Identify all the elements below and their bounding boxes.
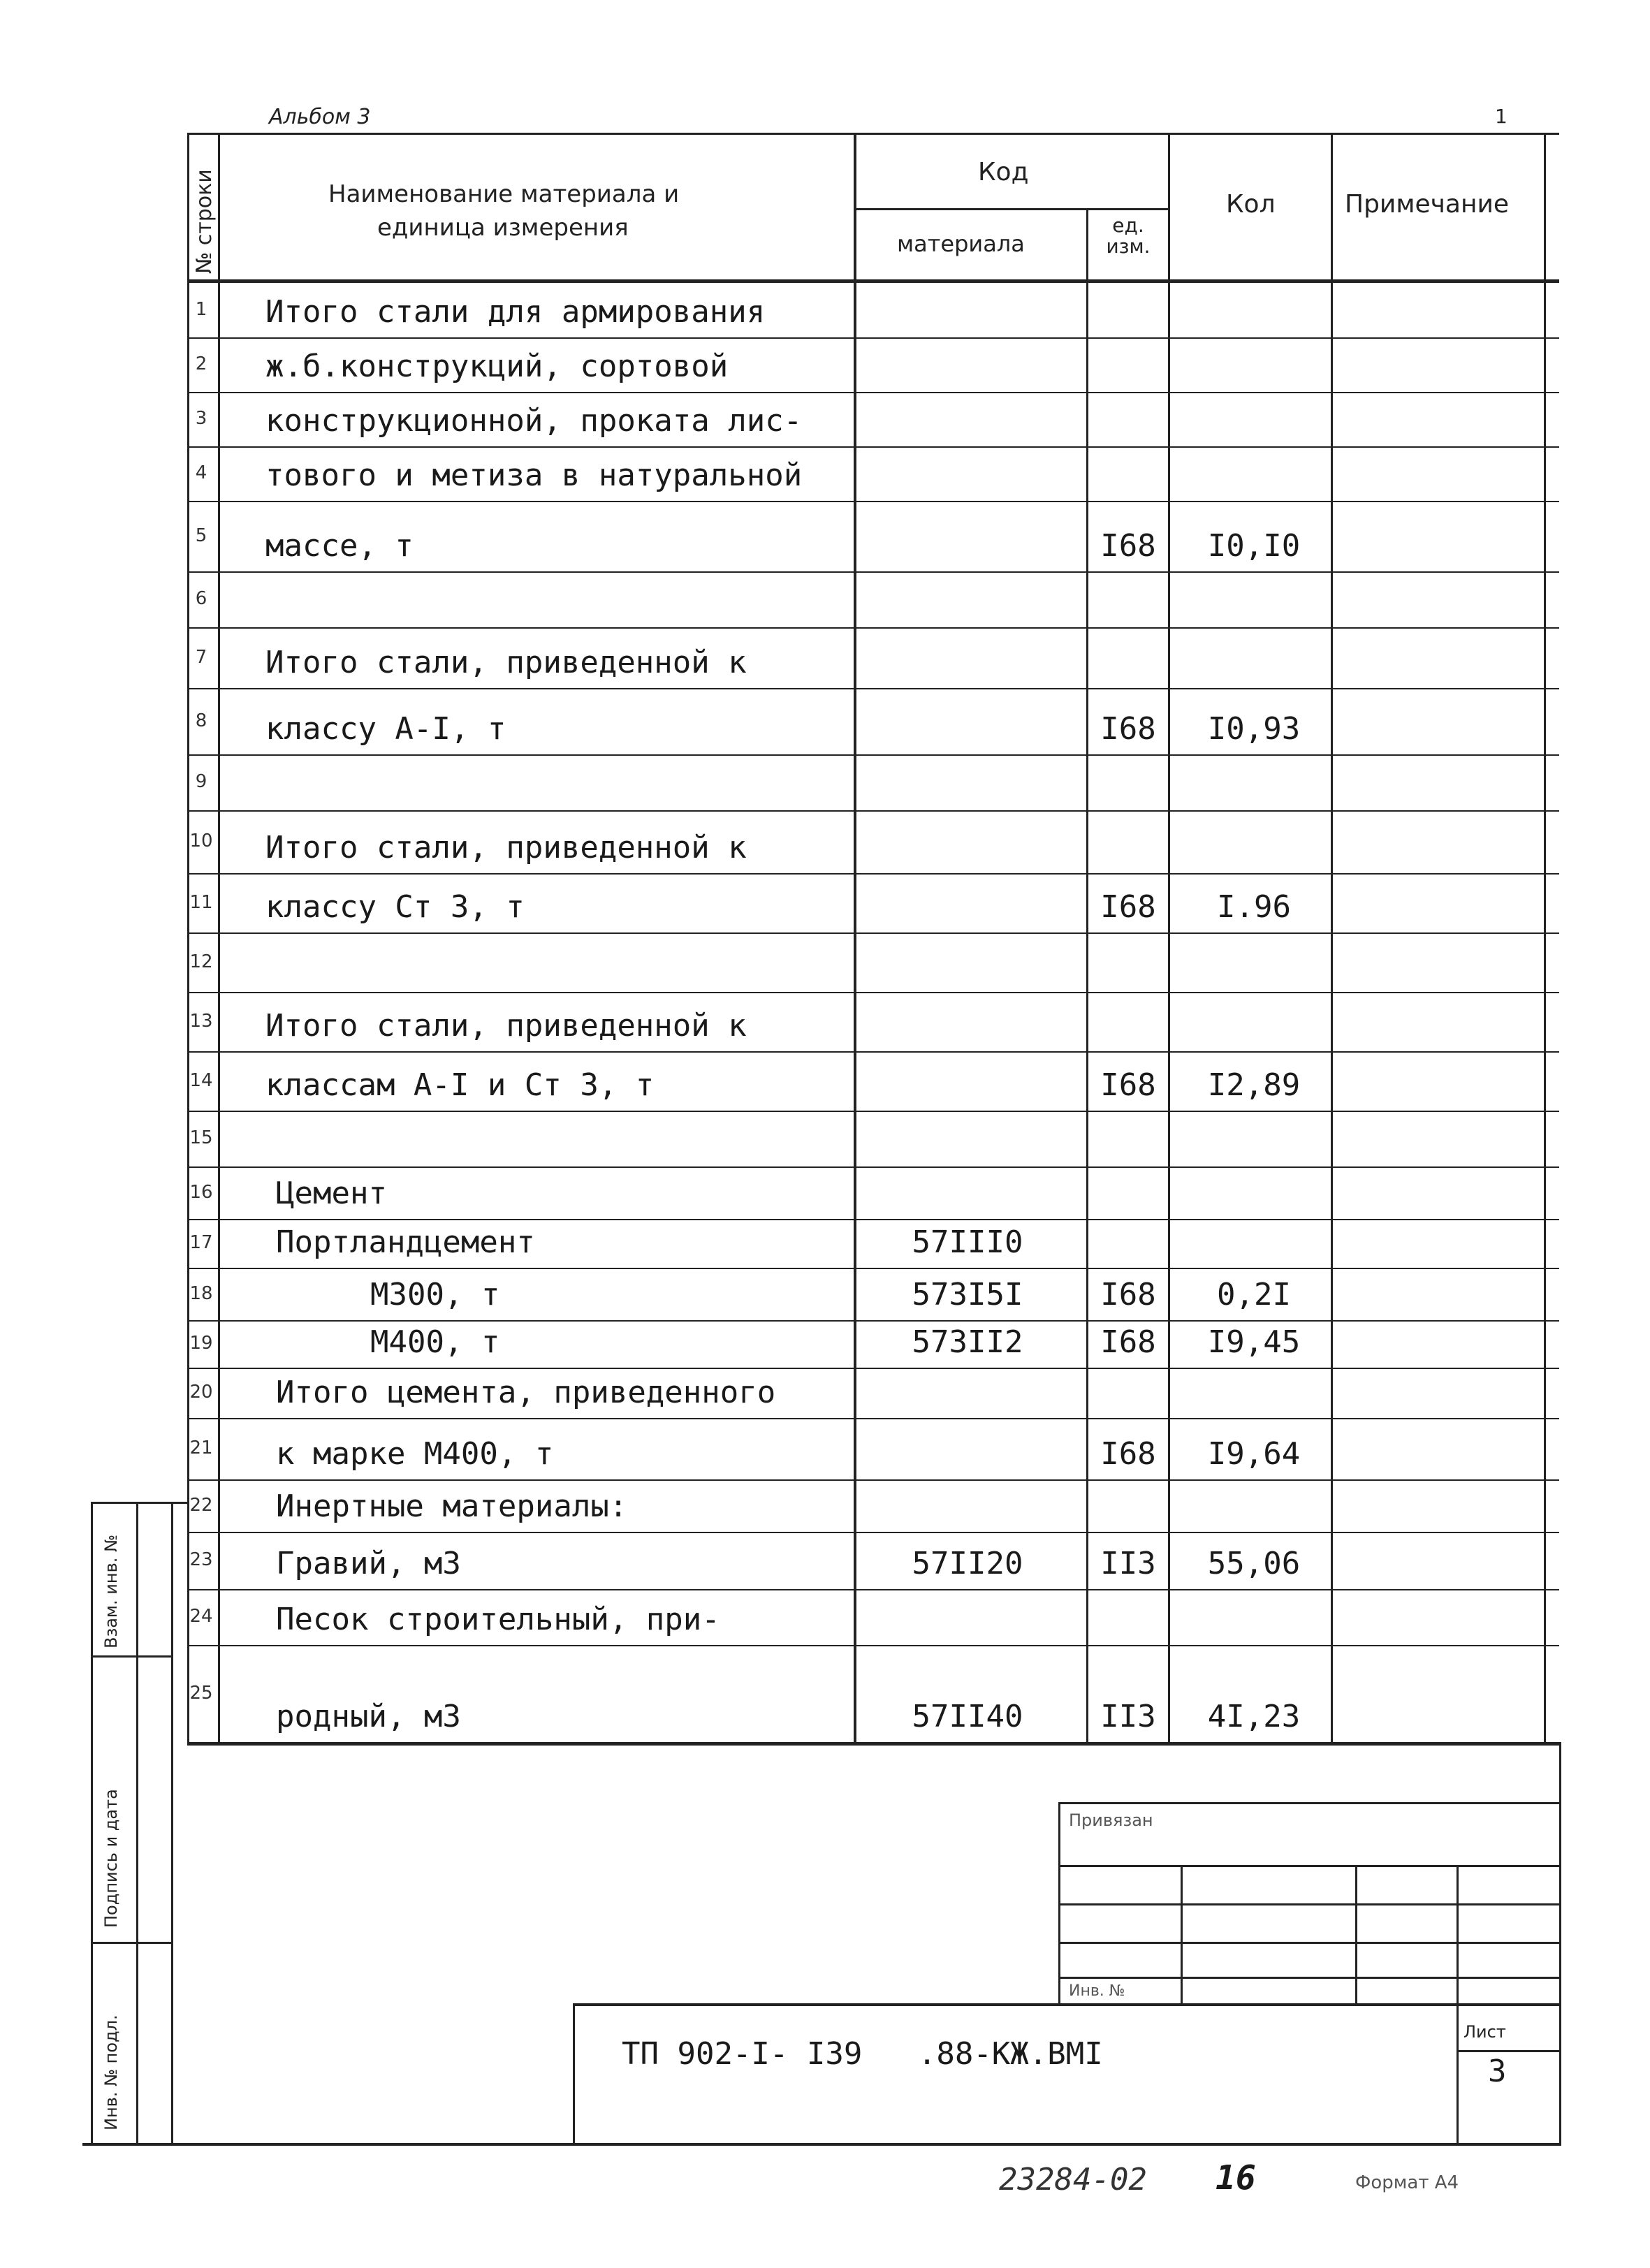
side-label-bot: Инв. № подл.	[101, 2014, 121, 2130]
unit-code: I68	[1100, 528, 1156, 564]
material-name: Портландцемент	[276, 1224, 535, 1260]
material-name: М300, т	[370, 1277, 500, 1312]
material-name: родный, м3	[276, 1699, 461, 1734]
material-code: 573I5I	[912, 1277, 1023, 1312]
page-mark: 1	[1495, 105, 1507, 128]
material-name: классу А-I, т	[265, 711, 506, 747]
row-number: 20	[189, 1382, 213, 1403]
material-code: 573II2	[912, 1324, 1023, 1360]
unit-code: II3	[1100, 1546, 1156, 1581]
row-number: 22	[189, 1494, 213, 1516]
row-number: 2	[195, 353, 207, 374]
material-name: классам А-I и Ст 3, т	[265, 1067, 655, 1103]
material-name: М400, т	[370, 1324, 500, 1360]
quantity: I.96	[1217, 889, 1291, 925]
row-number: 21	[189, 1437, 213, 1458]
stamp-privyazan: Привязан	[1069, 1810, 1153, 1830]
header-note: Примечание	[1345, 190, 1510, 219]
material-name: Итого цемента, приведенного	[276, 1375, 776, 1410]
quantity: 55,06	[1207, 1546, 1301, 1581]
row-number: 4	[195, 462, 207, 483]
material-name: Итого стали для армирования	[265, 294, 766, 330]
material-name: тового и метиза в натуральной	[265, 458, 803, 493]
quantity: I0,93	[1207, 711, 1301, 747]
row-number: 5	[195, 525, 207, 546]
row-number: 8	[195, 710, 207, 731]
material-code: 57II20	[912, 1546, 1023, 1581]
header-row-number: № строки	[192, 169, 217, 274]
material-name: Итого стали, приведенной к	[265, 645, 747, 680]
stamp-inv: Инв. №	[1069, 1982, 1125, 2000]
unit-code: I68	[1100, 1067, 1156, 1103]
row-number: 10	[189, 831, 213, 851]
row-number: 3	[195, 408, 207, 429]
row-number: 25	[189, 1682, 213, 1704]
row-number: 19	[189, 1333, 213, 1354]
quantity: 0,2I	[1217, 1277, 1291, 1312]
row-number: 11	[189, 891, 213, 913]
quantity: I0,I0	[1207, 528, 1301, 564]
material-name: Гравий, м3	[276, 1546, 461, 1581]
footer-number: 23284-02	[999, 2162, 1147, 2197]
material-name: массе, т	[265, 528, 414, 564]
row-number: 16	[189, 1181, 213, 1203]
sheet-label: Лист	[1463, 2022, 1506, 2042]
row-number: 1	[195, 299, 207, 320]
row-number: 24	[189, 1606, 213, 1627]
header-name-line2: единица измерения	[377, 214, 629, 242]
album-title: Альбом 3	[269, 105, 371, 129]
header-name-line1: Наименование материала и	[328, 180, 680, 208]
header-code: Код	[978, 158, 1029, 186]
side-label-mid: Подпись и дата	[101, 1789, 121, 1928]
material-name: Итого стали, приведенной к	[265, 830, 747, 865]
material-name: Песок строительный, при-	[276, 1602, 720, 1637]
unit-code: I68	[1100, 1324, 1156, 1360]
unit-code: II3	[1100, 1699, 1156, 1734]
header-code-unit: ед. изм.	[1106, 214, 1151, 258]
header-code-material: материала	[897, 231, 1025, 257]
sheet-number: 3	[1488, 2054, 1507, 2089]
row-number: 7	[195, 646, 207, 668]
row-number: 13	[189, 1010, 213, 1032]
unit-code: I68	[1100, 1277, 1156, 1312]
row-number: 14	[189, 1069, 213, 1091]
material-name: Итого стали, приведенной к	[265, 1008, 747, 1044]
footer-format: Формат А4	[1355, 2172, 1459, 2193]
footer-page: 16	[1215, 2158, 1256, 2197]
row-number: 9	[195, 771, 207, 792]
material-name: классу Ст 3, т	[265, 889, 525, 925]
material-code: 57II40	[912, 1699, 1023, 1734]
row-number: 12	[189, 951, 213, 972]
material-name: к марке М400, т	[276, 1436, 554, 1472]
header-quantity: Кол	[1226, 190, 1276, 219]
document-code: ТП 902-I- I39 .88-КЖ.ВМI	[622, 2036, 1103, 2072]
material-code: 57III0	[912, 1224, 1023, 1260]
material-name: конструкционной, проката лис-	[265, 403, 803, 439]
quantity: I2,89	[1207, 1067, 1301, 1103]
unit-code: I68	[1100, 1436, 1156, 1472]
quantity: I9,45	[1207, 1324, 1301, 1360]
side-label-top: Взам. инв. №	[101, 1535, 121, 1648]
material-name: ж.б.конструкций, сортовой	[265, 349, 729, 384]
row-number: 23	[189, 1549, 213, 1570]
material-name: Цемент	[276, 1176, 387, 1211]
material-name: Инертные материалы:	[276, 1488, 628, 1524]
row-number: 15	[189, 1127, 213, 1148]
quantity: I9,64	[1207, 1436, 1301, 1472]
quantity: 4I,23	[1207, 1699, 1301, 1734]
row-number: 17	[189, 1232, 213, 1253]
unit-code: I68	[1100, 889, 1156, 925]
row-number: 6	[195, 588, 207, 609]
row-number: 18	[189, 1282, 213, 1304]
unit-code: I68	[1100, 711, 1156, 747]
